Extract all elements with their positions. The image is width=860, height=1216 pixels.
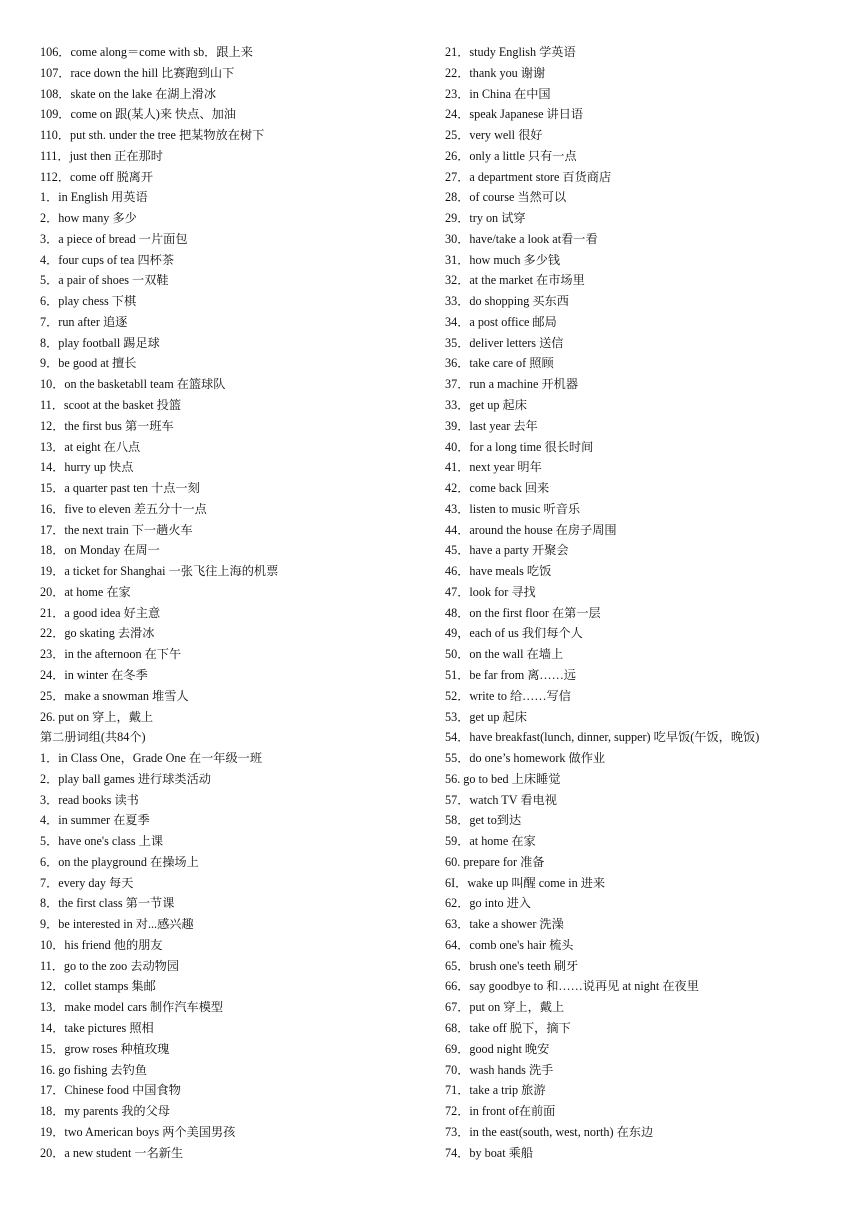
left-phrase-line: 14．hurry up 快点 xyxy=(40,460,134,475)
right-phrase-line: 29．try on 试穿 xyxy=(445,211,526,226)
left-phrase-line: 10．his friend 他的朋友 xyxy=(40,937,163,952)
right-phrase-line: 55．do one’s homework 做作业 xyxy=(445,751,606,766)
right-phrase-line: 53．get up 起床 xyxy=(445,709,527,724)
left-phrase-line: 110．put sth. under the tree 把某物放在树下 xyxy=(40,128,265,143)
right-phrase-line: 28．of course 当然可以 xyxy=(445,190,567,205)
left-phrase-line: 10．on the basketabll team 在篮球队 xyxy=(40,377,226,392)
left-phrase-line: 3．read books 读书 xyxy=(40,792,139,807)
right-phrase-line: 44．around the house 在房子周围 xyxy=(445,522,617,537)
left-phrase-line: 4．four cups of tea 四杯茶 xyxy=(40,252,175,267)
left-phrase-line: 6．on the playground 在操场上 xyxy=(40,854,199,869)
left-phrase-line: 17．the next train 下一趟火车 xyxy=(40,522,193,537)
left-phrase-line: 106．come along＝come with sb．跟上来 xyxy=(40,45,253,59)
right-phrase-line: 62．go into 进入 xyxy=(445,896,531,911)
left-phrase-line: 14．take pictures 照相 xyxy=(40,1020,154,1035)
left-phrase-line: 7．run after 追逐 xyxy=(40,314,128,329)
right-phrase-line: 37．run a machine 开机器 xyxy=(445,377,579,392)
left-phrase-line: 109．come on 跟(某人)来 快点、加油 xyxy=(40,107,236,122)
left-phrase-line: 13．at eight 在八点 xyxy=(40,439,141,454)
right-phrase-line: 71．take a trip 旅游 xyxy=(445,1083,546,1098)
right-phrase-line: 42．come back 回来 xyxy=(445,481,550,496)
left-phrase-line: 12．the first bus 第一班车 xyxy=(40,418,174,433)
left-phrase-line: 18．on Monday 在周一 xyxy=(40,543,160,558)
right-phrase-line: 6I．wake up 叫醒 come in 进来 xyxy=(445,875,606,890)
right-column xyxy=(445,42,855,1163)
left-phrase-line: 15．a quarter past ten 十点一刻 xyxy=(40,481,200,496)
right-phrase-line: 52．write to 给……写信 xyxy=(445,688,571,703)
left-phrase-line: 11．scoot at the basket 投篮 xyxy=(40,398,182,413)
left-phrase-line: 26. put on 穿上，戴上 xyxy=(40,709,154,724)
right-phrase-line: 39．last year 去年 xyxy=(445,418,538,433)
right-phrase-line: 51．be far from 离……远 xyxy=(445,667,576,682)
right-phrase-line: 45．have a party 开聚会 xyxy=(445,543,569,558)
right-phrase-line: 57．watch TV 看电视 xyxy=(445,792,557,807)
right-phrase-line: 43．listen to music 听音乐 xyxy=(445,501,581,516)
right-phrase-line: 23．in China 在中国 xyxy=(445,86,551,101)
right-phrase-line: 70．wash hands 洗手 xyxy=(445,1062,554,1077)
right-phrase-line: 35．deliver letters 送信 xyxy=(445,335,564,350)
right-phrase-line: 64．comb one's hair 梳头 xyxy=(445,937,574,952)
left-phrase-line: 24．in winter 在冬季 xyxy=(40,667,148,682)
left-phrase-line: 2．play ball games 进行球类活动 xyxy=(40,771,211,786)
right-phrase-line: 25．very well 很好 xyxy=(445,128,543,143)
right-phrase-line: 32．at the market 在市场里 xyxy=(445,273,585,288)
left-phrase-line: 4．in summer 在夏季 xyxy=(40,813,150,828)
right-phrase-line: 69．good night 晚安 xyxy=(445,1041,550,1056)
right-phrase-line: 22．thank you 谢谢 xyxy=(445,65,546,80)
right-phrase-line: 50．on the wall 在墙上 xyxy=(445,647,564,662)
left-phrase-line: 20．a new student 一名新生 xyxy=(40,1145,184,1160)
left-phrase-line: 20．at home 在家 xyxy=(40,584,131,599)
right-phrase-line: 24．speak Japanese 讲日语 xyxy=(445,107,584,122)
right-phrase-line: 73．in the east(south, west, north) 在东边 xyxy=(445,1124,654,1139)
right-phrase-line: 67．put on 穿上，戴上 xyxy=(445,1000,565,1015)
left-phrase-line: 5．a pair of shoes 一双鞋 xyxy=(40,273,169,288)
right-phrase-line: 54．have breakfast(lunch, dinner, supper) 吃早饭(午饭，晚饭) xyxy=(445,730,760,745)
right-phrase-line: 59．at home 在家 xyxy=(445,834,536,849)
left-phrase-line: 8．the first class 第一节课 xyxy=(40,896,175,911)
right-phrase-line: 21．study English 学英语 xyxy=(445,45,576,59)
left-phrase-line: 11．go to the zoo 去动物园 xyxy=(40,958,180,973)
left-phrase-line: 25．make a snowman 堆雪人 xyxy=(40,688,189,703)
right-phrase-line: 72．in front of在前面 xyxy=(445,1104,556,1119)
left-phrase-line: 15．grow roses 种植玫瑰 xyxy=(40,1041,170,1056)
right-phrase-line: 33．do shopping 买东西 xyxy=(445,294,569,309)
right-phrase-line: 46．have meals 吃饭 xyxy=(445,564,552,579)
left-phrase-line: 112．come off 脱离开 xyxy=(40,169,154,184)
right-phrase-line: 47．look for 寻找 xyxy=(445,584,536,599)
right-phrase-line: 48．on the first floor 在第一层 xyxy=(445,605,601,620)
right-phrase-line: 56. go to bed 上床睡觉 xyxy=(445,771,561,786)
left-phrase-line: 9．be interested in 对...感兴趣 xyxy=(40,917,194,932)
right-phrase-line: 63．take a shower 洗澡 xyxy=(445,917,564,932)
left-column xyxy=(40,42,430,1163)
left-phrase-line: 6．play chess 下棋 xyxy=(40,294,137,309)
left-phrase-line: 3．a piece of bread 一片面包 xyxy=(40,231,188,246)
left-phrase-line: 18．my parents 我的父母 xyxy=(40,1104,170,1119)
left-phrase-line: 5．have one's class 上课 xyxy=(40,834,164,849)
left-phrase-line: 2．how many 多少 xyxy=(40,211,137,226)
left-phrase-line: 17．Chinese food 中国食物 xyxy=(40,1083,181,1098)
left-phrase-line: 23．in the afternoon 在下午 xyxy=(40,647,182,662)
left-phrase-line: 9．be good at 擅长 xyxy=(40,356,137,371)
right-phrase-line: 49，each of us 我们每个人 xyxy=(445,626,583,641)
right-phrase-line: 74．by boat 乘船 xyxy=(445,1145,534,1160)
left-phrase-line: 1．in Class One，Grade One 在一年级一班 xyxy=(40,751,263,766)
left-phrase-line: 19．a ticket for Shanghai 一张飞往上海的机票 xyxy=(40,564,279,579)
right-phrase-line: 58．get to到达 xyxy=(445,813,522,828)
left-phrase-line: 21．a good idea 好主意 xyxy=(40,605,161,620)
left-phrase-line: 22．go skating 去滑冰 xyxy=(40,626,155,641)
left-phrase-line: 108．skate on the lake 在湖上滑冰 xyxy=(40,86,217,101)
left-phrase-line: 1．in English 用英语 xyxy=(40,190,148,205)
right-phrase-line: 68．take off 脱下，摘下 xyxy=(445,1020,571,1035)
left-phrase-line: 8．play football 踢足球 xyxy=(40,335,160,350)
right-phrase-line: 34．a post office 邮局 xyxy=(445,314,557,329)
right-phrase-line: 30．have/take a look at看一看 xyxy=(445,231,598,246)
left-phrase-line: 111．just then 正在那时 xyxy=(40,148,163,163)
left-phrase-line: 12．collet stamps 集邮 xyxy=(40,979,156,994)
left-phrase-line: 16．five to eleven 差五分十一点 xyxy=(40,501,207,516)
right-phrase-line: 31．how much 多少钱 xyxy=(445,252,561,267)
left-phrase-line: 7．every day 每天 xyxy=(40,875,134,890)
right-phrase-line: 27．a department store 百货商店 xyxy=(445,169,612,184)
right-phrase-line: 65．brush one's teeth 刷牙 xyxy=(445,958,579,973)
left-phrase-line: 16. go fishing 去钓鱼 xyxy=(40,1062,147,1077)
left-phrase-line: 19．two American boys 两个美国男孩 xyxy=(40,1124,236,1139)
right-phrase-line: 60. prepare for 准备 xyxy=(445,854,545,869)
right-phrase-line: 41．next year 明年 xyxy=(445,460,542,475)
left-phrase-line: 107．race down the hill 比赛跑到山下 xyxy=(40,65,235,80)
left-phrase-line: 13．make model cars 制作汽车模型 xyxy=(40,1000,224,1015)
right-phrase-line: 33．get up 起床 xyxy=(445,398,527,413)
left-phrase-line: 第二册词组(共84个) xyxy=(40,730,146,745)
right-phrase-line: 66．say goodbye to 和……说再见 at night 在夜里 xyxy=(445,979,699,994)
right-phrase-line: 26．only a little 只有一点 xyxy=(445,148,577,163)
right-phrase-line: 40．for a long time 很长时间 xyxy=(445,439,594,454)
right-phrase-line: 36．take care of 照顾 xyxy=(445,356,554,371)
